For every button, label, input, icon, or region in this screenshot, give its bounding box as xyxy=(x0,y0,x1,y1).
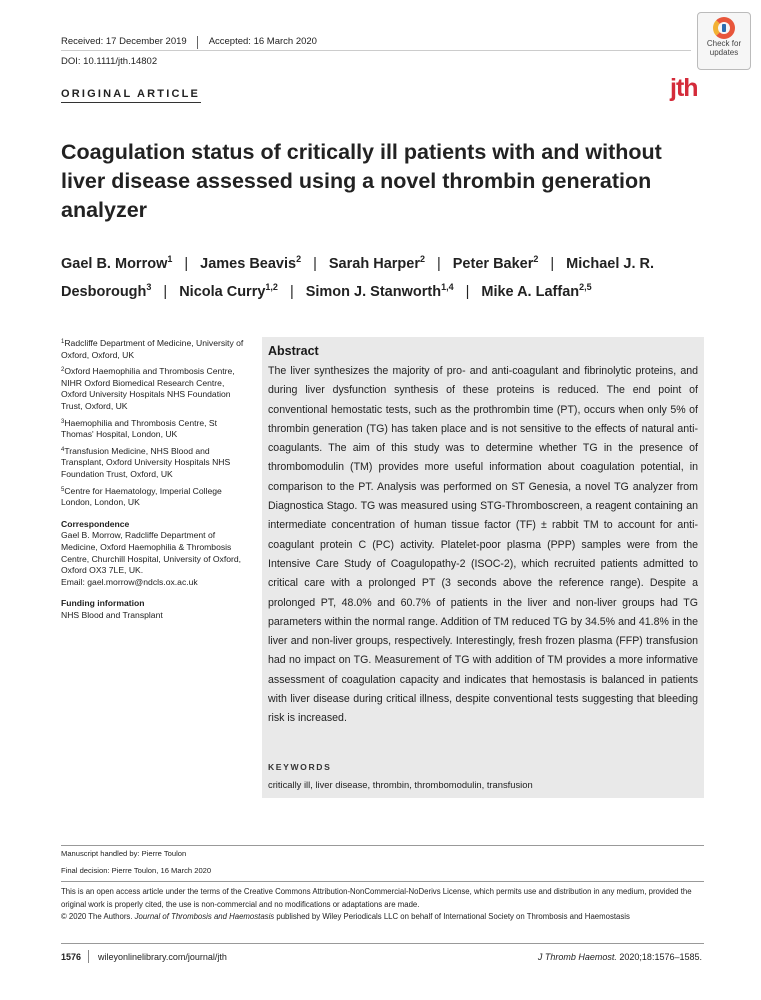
correspondence-address: Gael B. Morrow, Radcliffe Department of Medicine, Oxford Haemophilia & Thrombosis Centre, Churchill Hospital, University of Oxford, Oxford OX3 7LE, UK. xyxy=(61,530,242,576)
affiliations-column xyxy=(61,337,251,621)
affiliation: $^4$Transfusion Medicine, NHS Blood and Transplant, Oxford University Hospitals NHS Foundation Trust, Oxford, UK xyxy=(61,445,231,479)
journal-logo-text: jth xyxy=(670,74,698,102)
article-type: ORIGINAL ARTICLE xyxy=(61,88,201,100)
page-number: 1576 xyxy=(61,952,82,962)
correspondence-heading: Correspondence xyxy=(61,518,130,529)
author[interactable]: Mike A. Laffan$^{2,5}$ xyxy=(481,282,592,300)
affiliation: $^1$Radcliffe Department of Medicine, University of Oxford, Oxford, UK xyxy=(61,338,244,360)
header-rule xyxy=(61,50,691,51)
abstract-heading: Abstract xyxy=(268,344,319,358)
final-decision: Final decision: Pierre Toulon, 16 March 2020 xyxy=(61,866,212,875)
article-title: Coagulation status of critically ill patients with and without liver disease assessed using a novel thrombin generation analyzer xyxy=(61,140,662,222)
author[interactable]: Gael B. Morrow$^1$ xyxy=(61,254,173,272)
keywords-text: critically ill, liver disease, thrombin, thrombomodulin, transfusion xyxy=(268,779,533,790)
license-notice xyxy=(61,886,711,924)
author[interactable]: Nicola Curry$^{1,2}$ xyxy=(179,282,278,300)
check-for-updates-badge[interactable] xyxy=(697,12,751,70)
correspondence-email[interactable]: Email: gael.morrow@ndcls.ox.ac.uk xyxy=(61,576,198,587)
keywords-heading: KEYWORDS xyxy=(268,762,332,772)
journal-site-link[interactable]: wileyonlinelibrary.com/journal/jth xyxy=(98,952,227,962)
journal-logo xyxy=(670,74,698,103)
funding-heading: Funding information xyxy=(61,598,145,609)
affiliation: $^2$Oxford Haemophilia and Thrombosis Centre, NIHR Oxford Biomedical Research Centre, Oxford University Hospitals NHS Foundation Trust, Oxford, UK xyxy=(61,366,235,411)
author[interactable]: Simon J. Stanworth$^{1,4}$ xyxy=(305,282,454,300)
page-footer-divider xyxy=(88,950,89,963)
author[interactable]: James Beavis$^2$ xyxy=(200,254,302,272)
received-date: Received: 17 December 2019 xyxy=(61,36,187,47)
footer-rule xyxy=(61,845,704,846)
affiliation: $^5$Centre for Haematology, Imperial College London, London, UK xyxy=(61,485,222,508)
check-updates-label: Check for updates xyxy=(706,39,742,57)
author[interactable]: Peter Baker$^2$ xyxy=(452,254,539,272)
affiliation: $^3$Haemophilia and Thrombosis Centre, St Thomas' Hospital, London, UK xyxy=(61,417,218,440)
doi[interactable]: DOI: 10.1111/jth.14802 xyxy=(61,56,158,67)
date-divider xyxy=(197,36,198,49)
journal-citation: J Thromb Haemost. 2020;18:1576–1585. xyxy=(537,952,702,962)
footer-rule xyxy=(61,881,704,882)
manuscript-handler: Manuscript handled by: Pierre Toulon xyxy=(61,849,187,858)
page-footer-rule xyxy=(61,943,704,944)
author-list: Gael B. Morrow$^1$ | James Beavis$^2$ | Sarah Harper$^2$ | Peter Baker$^2$ | Michael J. R. Desborough$^3$ | Nicola Curry$^{1,2}$ | Simon J. Stanworth$^{1,4}$ | Mike A. Laffan$^{2,5}$ xyxy=(61,254,655,300)
article-dates xyxy=(61,36,317,49)
accepted-date: Accepted: 16 March 2020 xyxy=(208,36,317,47)
copyright-text: © 2020 The Authors. Journal of Thrombosis and Haemostasis published by Wiley Periodicals LLC on behalf of International Society on Thrombosis and Haemostasis xyxy=(61,912,630,922)
article-type-underline xyxy=(61,102,201,103)
author[interactable]: Sarah Harper$^2$ xyxy=(328,254,425,272)
abstract-text: The liver synthesizes the majority of pro- and anti-coagulant and fibrinolytic proteins, and during liver dysfunction synthesis of these proteins is reduced. The end point of conventional hemostatic tests, such as the prothrombin time (PT), occurs when only 5% of thrombin generation (TG) has taken place and is not sensitive to the effects of natural anti-coagulants. The aim of this study was to determine whether TG in the presence of thrombomodulin (TM) provides more useful information about coagulation potential, in comparison to the PT. Analysis was performed on ST Genesia, a novel TG analyzer from Diagnostica Stago. TG was measured using STG-Thromboscreen, a reagent containing an intermediate concentration of human tissue factor (TF) ± rabbit TM to account for anti-coagulant protein C (PC) activity. Platelet-poor plasma (PPP) samples were from the Intensive Care Study of Coagulopathy-2 (ISOC-2), which recruited patients admitted to critical care with a prolonged PT (3 seconds above the reference range). Despite a prolonged PT, 48.0% and 60.7% of patients in the liver and non-liver groups had TG parameters within the normal range. Addition of TM reduced TG by 34.5% and 41.8% in the liver and non-liver groups, respectively. Interestingly, fresh frozen plasma (FFP) transfusion had no impact on TG. Measurement of TG with addition of TM provides a more informative assessment of coagulation capacity and indicates that hemostasis is balanced in patients with liver disease during critical illness, despite conventional tests suggesting that bleeding risk is increased. xyxy=(268,365,698,725)
crossmark-icon xyxy=(713,17,735,39)
license-text: This is an open access article under the terms of the Creative Commons Attribution-NonCommercial-NoDerivs License, which permits use and distribution in any medium, provided the original work is properly cited, the use is non-commercial and no modifications or adaptations are made. xyxy=(61,887,692,909)
author[interactable]: Michael J. R. Desborough$^3$ xyxy=(61,256,655,300)
funding-text: NHS Blood and Transplant xyxy=(61,609,163,620)
